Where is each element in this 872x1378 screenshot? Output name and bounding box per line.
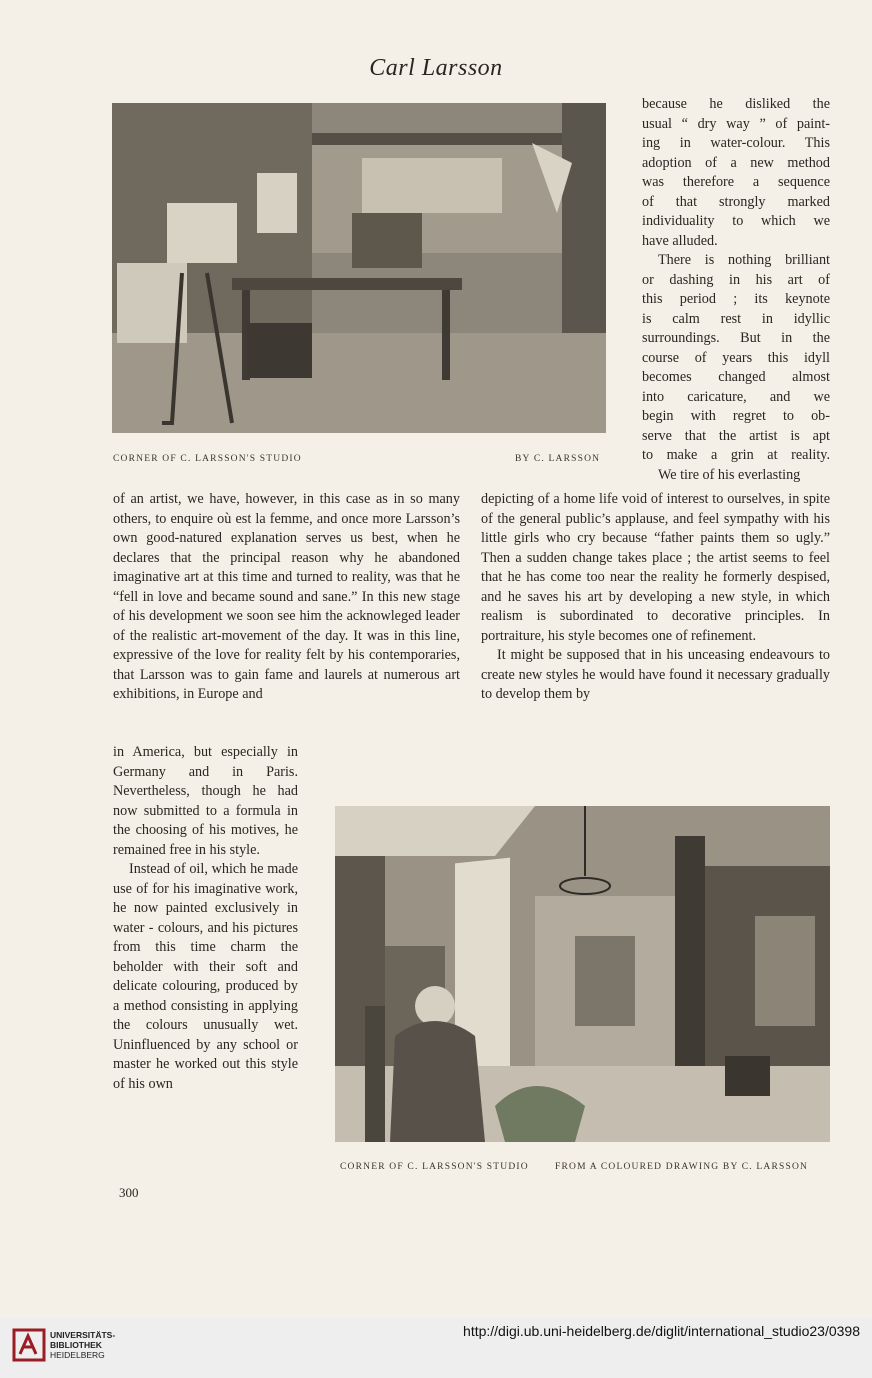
- right-top-line: course of years this idyll: [642, 349, 830, 366]
- library-line-3: HEIDELBERG: [50, 1350, 105, 1360]
- figure-bottom-studio: [335, 806, 830, 1142]
- right-column-text: [481, 490, 830, 705]
- source-url[interactable]: http://digi.ub.uni-heidelberg.de/diglit/international_studio23/0398: [463, 1323, 860, 1339]
- right-paragraph-2: It might be supposed that in his unceasing endeavours to create new styles he would have found it necessary gradually to develop them by: [481, 647, 830, 702]
- right-top-line: ing in water-colour. This: [642, 135, 830, 151]
- right-paragraph-1: depicting of a home life void of interest to ourselves, in spite of the general public’s applause, and feel sympathy with his little girls who cry because “father paints them so ugly.” Then a sudden change takes place ; the artist seems to feel that he has come too near the reality he formerly despised, and he saves his art by developing a new style, in which realism is subordinated to decorative principles. In portraiture, his style becomes one of refinement.: [481, 491, 830, 644]
- library-line-2: BIBLIOTHEK: [50, 1340, 102, 1350]
- right-top-line: surroundings. But in the: [642, 330, 830, 346]
- right-top-line: becomes changed almost: [642, 369, 830, 385]
- right-top-line: There is nothing brilliant: [658, 252, 830, 268]
- left-paragraph-1: of an artist, we have, however, in this case as in so many others, to enquire où est la femme, and once more Larsson’s own good-natured explanation serves us best, when he declares that the principal reason why he abandoned imaginative art at this time and turned to reality, was that he “fell in love and became sound and sane.” In this new stage of his development we soon see him the acknowleged leader of the realistic art-movement of the day. It was in this line, expressive of the love for reality felt by his contemporaries, that Larsson was to gain fame and laurels at numerous art exhibitions, in Europe and: [113, 491, 460, 702]
- right-top-line: or dashing in his art of: [642, 271, 830, 288]
- studio-illustration-bottom: [335, 806, 830, 1142]
- right-column-top: [642, 95, 830, 485]
- left-paragraph-2: in America, but especially in Germany and in Paris. Nevertheless, though he had now submitted to a formula in the choosing of his motives, he remained free in his style.: [113, 744, 298, 858]
- university-library-logo-icon: [12, 1328, 46, 1362]
- right-top-line: individuality to which we: [642, 213, 830, 229]
- library-line-1: UNIVERSITÄTS-: [50, 1330, 116, 1340]
- figure-bottom-caption-right: FROM A COLOURED DRAWING BY C. LARSSON: [555, 1162, 809, 1172]
- library-name: [50, 1330, 115, 1360]
- figure-top-studio: [112, 103, 606, 433]
- page-title: Carl Larsson: [369, 55, 503, 81]
- left-column-text: [113, 490, 460, 705]
- studio-illustration-top: [112, 103, 606, 433]
- right-top-line: adoption of a new method: [642, 154, 830, 171]
- page-number: 300: [119, 1185, 139, 1200]
- right-top-line: usual “ dry way ” of paint-: [642, 115, 830, 132]
- right-top-line: have alluded.: [642, 232, 718, 249]
- right-top-line: this period ; its keynote: [642, 291, 830, 307]
- right-top-line: of that strongly marked: [642, 193, 830, 210]
- figure-top-caption-right: BY C. LARSSON: [515, 454, 601, 464]
- right-top-line: is calm rest in idyllic: [642, 310, 830, 327]
- right-top-line: serve that the artist is apt: [642, 427, 830, 444]
- figure-bottom-caption-left: CORNER OF C. LARSSON'S STUDIO: [340, 1162, 529, 1172]
- right-top-lines: [642, 95, 830, 485]
- left-narrow-text: [113, 743, 298, 1094]
- right-top-line: to make a grin at reality.: [642, 447, 830, 463]
- right-top-line: into caricature, and we: [642, 388, 830, 405]
- right-top-line: was therefore a sequence: [642, 174, 830, 190]
- right-top-line: We tire of his everlasting: [658, 466, 801, 483]
- figure-top-caption-left: CORNER OF C. LARSSON'S STUDIO: [113, 454, 302, 464]
- left-paragraph-3: Instead of oil, which he made use of for his imaginative work, he now painted exclusively in water - colours, and his pictures from this time charm the beholder with their soft and delicate colouring, produced by a method consisting in applying the colours unusually wet. Uninfluenced by any school or master he worked out this style of his own: [113, 861, 298, 1092]
- right-top-line: because he disliked the: [642, 96, 830, 112]
- right-top-line: begin with regret to ob-: [642, 408, 830, 424]
